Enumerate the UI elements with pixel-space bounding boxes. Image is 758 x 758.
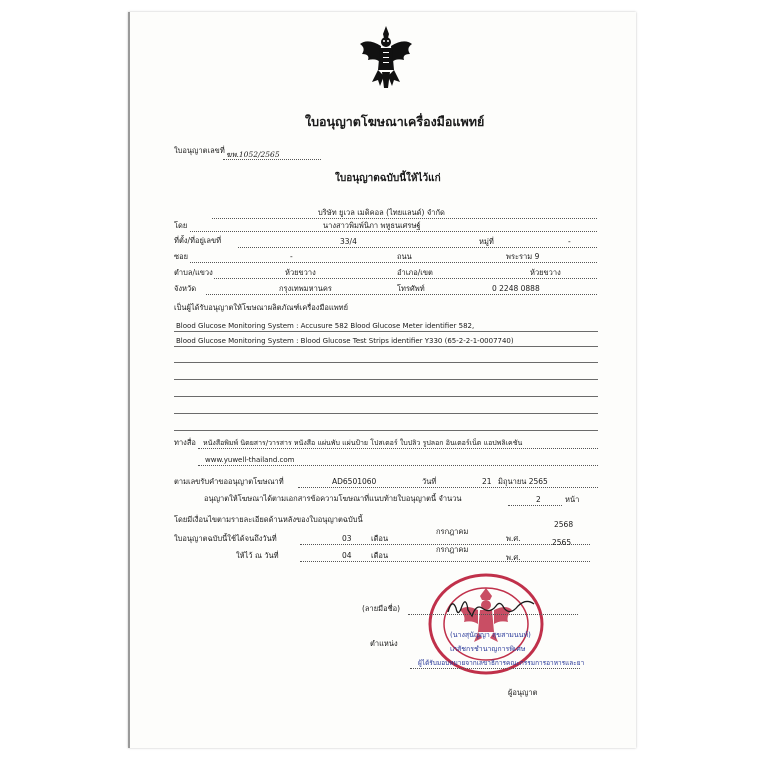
issued-month: กรกฎาคม xyxy=(436,545,469,554)
product-rule-1 xyxy=(174,331,598,332)
soi-road-line xyxy=(190,262,597,263)
request-day: 21 xyxy=(482,477,492,486)
product-rule-2 xyxy=(174,346,598,347)
license-number-value: ฆพ.1052/2565 xyxy=(226,150,280,159)
valid-year: 2568 xyxy=(554,520,574,529)
attachment-pages-unit: หน้า xyxy=(565,495,580,504)
request-month-year: มิถุนายน 2565 xyxy=(498,477,548,486)
province-label: จังหวัด xyxy=(174,284,197,293)
request-date-label: วันที่ xyxy=(422,477,437,486)
signature-line xyxy=(408,614,578,615)
subdistrict-value: ห้วยขวาง xyxy=(285,268,316,277)
signer-title: เภสัชกรชำนาญการพิเศษ xyxy=(450,645,526,653)
address-line xyxy=(238,247,597,248)
position-label: ตำแหน่ง xyxy=(370,639,398,648)
paper-edge xyxy=(128,12,130,748)
media-url: www.yuwell-thailand.com xyxy=(205,456,295,464)
product-line-2: Blood Glucose Monitoring System : Blood Glucose Test Strips identifier Y330 (65-2-2-1-0007740) xyxy=(176,337,514,345)
blank-rule-1 xyxy=(174,362,598,363)
garuda-emblem-icon xyxy=(358,24,414,90)
address-number: 33/4 xyxy=(340,237,357,246)
conditions-text: โดยมีเงื่อนไขตามรายละเอียดด้านหลังของใบอนุญาตฉบับนี้ xyxy=(174,515,363,524)
road-label: ถนน xyxy=(397,252,412,261)
issued-year: 2565 xyxy=(552,538,572,547)
products-label: เป็นผู้ได้รับอนุญาตให้โฆษณาผลิตภัณฑ์เครื่องมือแพทย์ xyxy=(174,303,349,312)
granted-to-title: ใบอนุญาตฉบับนี้ให้ไว้แก่ xyxy=(335,173,441,184)
request-line xyxy=(298,487,598,488)
soi-value: - xyxy=(290,252,293,261)
valid-be-label: พ.ศ. xyxy=(506,534,521,543)
valid-day: 03 xyxy=(342,534,352,543)
signature-scribble xyxy=(440,594,540,624)
road-value: พระราม 9 xyxy=(506,252,540,261)
address-label: ที่ตั้ง/ที่อยู่เลขที่ xyxy=(174,236,222,245)
request-number: AD6501060 xyxy=(332,477,377,486)
blank-rule-4 xyxy=(174,413,598,414)
province-line xyxy=(206,294,597,295)
by-line xyxy=(190,231,597,232)
blank-rule-5 xyxy=(174,430,598,431)
soi-label: ซอย xyxy=(174,252,188,261)
issued-label: ให้ไว้ ณ วันที่ xyxy=(236,551,279,560)
valid-month: กรกฎาคม xyxy=(436,527,469,536)
signer-office: ผู้ได้รับมอบหมายจากเลขาธิการคณะกรรมการอาหารและยา xyxy=(418,659,585,667)
issuer-label: ผู้อนุญาต xyxy=(508,688,538,697)
request-label: ตามเลขรับคำขออนุญาตโฆษณาที่ xyxy=(174,477,284,486)
moo-label: หมู่ที่ xyxy=(479,237,494,246)
by-person: นางสาวพิมพ์นิภา พหูธนเศรษฐ์ xyxy=(323,221,421,230)
moo-value: - xyxy=(568,237,571,246)
attachment-line xyxy=(508,505,562,506)
subdistrict-label: ตำบล/แขวง xyxy=(174,268,213,277)
position-line xyxy=(410,668,580,669)
signer-name: (นางสุนัญญา สุขสามนนท์) xyxy=(450,631,531,639)
url-line xyxy=(198,465,598,466)
document-title: ใบอนุญาตโฆษณาเครื่องมือแพทย์ xyxy=(305,114,485,129)
district-label: อำเภอ/เขต xyxy=(397,268,433,277)
valid-until-label: ใบอนุญาตฉบับนี้ใช้ได้จนถึงวันที่ xyxy=(174,534,277,543)
media-list: หนังสือพิมพ์ นิตยสาร/วารสาร หนังสือ แผ่นพับ แผ่นป้าย โปสเตอร์ ใบปลิว รูปลอก อินเตอร์เน็ต แอปพลิเคชัน xyxy=(203,439,523,447)
media-line xyxy=(198,448,598,449)
district-value: ห้วยขวาง xyxy=(530,268,561,277)
issued-day: 04 xyxy=(342,551,352,560)
province-value: กรุงเทพมหานคร xyxy=(279,284,332,293)
blank-rule-2 xyxy=(174,379,598,380)
media-label: ทางสื่อ xyxy=(174,438,196,447)
issued-line xyxy=(300,561,590,562)
subdistrict-line xyxy=(214,278,597,279)
signature-label: (ลายมือชื่อ) xyxy=(362,604,401,613)
issued-month-label: เดือน xyxy=(371,551,389,560)
license-number-line xyxy=(223,159,321,160)
license-number-label: ใบอนุญาตเลขที่ xyxy=(174,146,225,155)
company-line xyxy=(212,218,597,219)
company-name: บริษัท ยูเวล เมดิคอล (ไทยแลนด์) จำกัด xyxy=(318,208,445,217)
attachment-pages: 2 xyxy=(536,495,541,504)
phone-value: 0 2248 0888 xyxy=(492,284,540,293)
valid-month-label: เดือน xyxy=(371,534,389,543)
by-label: โดย xyxy=(174,221,188,230)
phone-label: โทรศัพท์ xyxy=(397,284,425,293)
blank-rule-3 xyxy=(174,396,598,397)
attachment-text: อนุญาตให้โฆษณาได้ตามเอกสารข้อความโฆษณาที่แนบท้ายใบอนุญาตนี้ จำนวน xyxy=(204,494,462,503)
product-line-1: Blood Glucose Monitoring System : Accusure 582 Blood Glucose Meter identifier 582, xyxy=(176,322,475,330)
issued-be-label: พ.ศ. xyxy=(506,553,521,562)
